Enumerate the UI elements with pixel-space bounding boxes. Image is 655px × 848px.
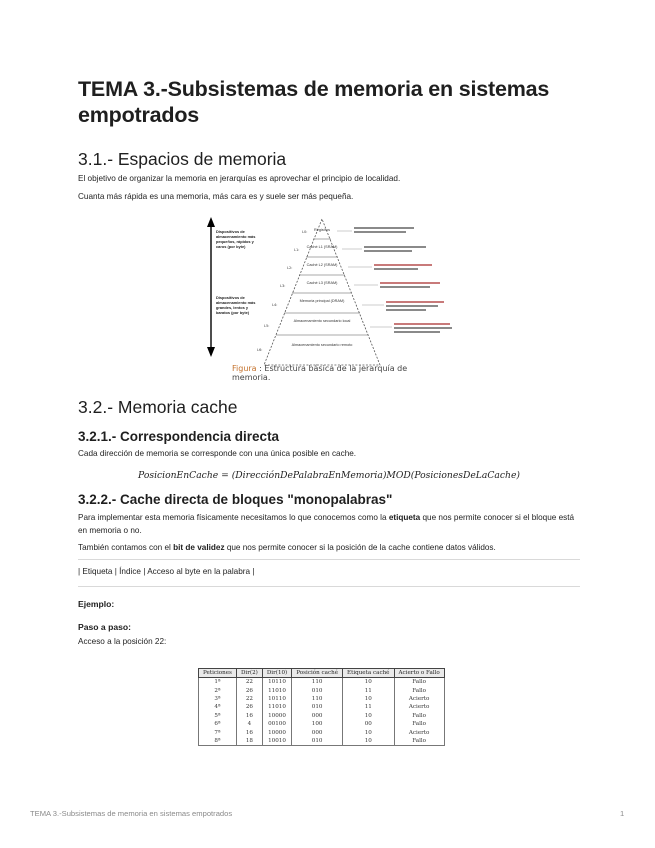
column-header: Dir(10) [262,669,291,678]
table-cell: 16 [236,712,262,720]
table-row [199,678,445,687]
table-cell: 4ª [199,703,237,711]
table-cell: 10 [343,728,395,736]
table-cell: 11010 [262,686,291,694]
address-fields: | Etiqueta | Índice | Acceso al byte en la palabra | [78,566,255,576]
paragraph: Cuanta más rápida es una memoria, más cara es y suele ser más pequeña. [78,191,354,201]
level-text-l4: Memoria principal (DRAM) [299,299,345,303]
table-cell: 16 [236,728,262,736]
table-cell: 7ª [199,728,237,736]
memory-hierarchy-figure [202,215,462,375]
table-cell: 4 [236,720,262,728]
table-cell: 18 [236,737,262,746]
level-label-l3: L3: [280,284,286,288]
left-annotation-top: Dispositivos de almacenamiento más pequeños, rápidos y caros (por byte) [216,229,256,249]
page-title: TEMA 3.-Subsistemas de memoria en sistemas empotrados [78,77,550,127]
table-cell: Acierto [394,695,444,703]
table-cell: 11010 [262,703,291,711]
document-content [78,76,580,203]
table-body [199,678,445,746]
table-cell: 10 [343,695,395,703]
table-cell: 2ª [199,686,237,694]
table-cell: 100 [292,720,343,728]
table-cell: 000 [292,712,343,720]
table-cell: 10110 [262,695,291,703]
table-cell: 6ª [199,720,237,728]
table-cell: Acierto [394,728,444,736]
column-header: Peticiones [199,669,237,678]
level-text-l0: Registros [313,228,331,232]
table-cell: 10010 [262,737,291,746]
formula: PosicionEnCache = (DirecciónDePalabraEnMemoria)MOD(PosicionesDeLaCache) [138,469,520,481]
table-cell: 10 [343,678,395,687]
table-cell: 11 [343,703,395,711]
paragraph-etiqueta: Para implementar esta memoria físicamente necesitamos lo que conocemos como la etiqueta que nos permite conocer si el bloque está en memoria o no. [78,513,575,535]
table-cell: 10 [343,737,395,746]
section-3-2 [78,396,580,649]
column-header: Etiqueta caché [343,669,395,678]
table-cell: Fallo [394,737,444,746]
level-text-l2: Caché L2 (SRAM) [306,263,338,267]
address-fields-block [78,559,580,588]
caption-label: Figura [232,364,257,373]
table-row [199,720,445,728]
table-cell: 00 [343,720,395,728]
table-cell: 10110 [262,678,291,687]
left-annotation-bottom: Dispositivos de almacenamiento más grandes, lentos y baratos (por byte) [216,295,256,315]
table-cell: Acierto [394,703,444,711]
level-label-l2: L2: [287,266,293,270]
table-row [199,737,445,746]
level-text-l6: Almacenamiento secundario remoto [291,343,353,347]
table-cell: 1ª [199,678,237,687]
table-cell: 26 [236,703,262,711]
table-cell: 10000 [262,728,291,736]
level-text-l3: Caché L3 (SRAM) [306,281,338,285]
table-cell: 22 [236,678,262,687]
table-cell: Fallo [394,720,444,728]
table-cell: 110 [292,695,343,703]
level-text-l1: Caché L1 (SRAM) [306,245,338,249]
table-cell: 000 [292,728,343,736]
table-cell: Fallo [394,678,444,687]
example-label: Ejemplo: [78,599,115,609]
level-label-l1: L1: [294,248,300,252]
table-cell: 22 [236,695,262,703]
cache-access-table [198,668,445,746]
table-cell: 10000 [262,712,291,720]
table-cell: 010 [292,737,343,746]
column-header: Dir(2) [236,669,262,678]
table-header-row [199,669,445,678]
table-cell: 5ª [199,712,237,720]
table-cell: 11 [343,686,395,694]
section-heading-3-2: 3.2.- Memoria cache [78,397,238,417]
paragraph: El objetivo de organizar la memoria en jerarquías es aprovechar el principio de localidad. [78,174,401,183]
column-header: Acierto o Fallo [394,669,444,678]
table-row [199,712,445,720]
table-cell: 26 [236,686,262,694]
subsection-heading-3-2-2: 3.2.2.- Cache directa de bloques "monopalabras" [78,492,393,507]
level-text-l5: Almacenamiento secundario local [293,319,351,323]
section-heading-3-1: 3.1.- Espacios de memoria [78,149,287,169]
footer-page-number: 1 [620,809,625,818]
figure-caption: Figura : Estructura básica de la jerarquía de memoria. [232,364,408,382]
table-cell: 10 [343,712,395,720]
table-cell: 010 [292,686,343,694]
table-row [199,686,445,694]
step-by-step-label: Paso a paso: [78,621,132,632]
table-row [199,703,445,711]
caption-text: Estructura básica de la jerarquía de memoria. [232,364,408,382]
access-label: Acceso a la posición 22: [78,637,167,646]
table-cell: Fallo [394,686,444,694]
table-row [199,695,445,703]
level-label-l0: L0: [302,230,308,234]
table-cell: 3ª [199,695,237,703]
table-cell: Fallo [394,712,444,720]
footer-title: TEMA 3.-Subsistemas de memoria en sistemas empotrados [30,809,233,818]
table-cell: 00100 [262,720,291,728]
paragraph-bit-validez: También contamos con el bit de validez que nos permite conocer si la posición de la cache contiene datos válidos. [78,543,496,552]
subsection-heading-3-2-1: 3.2.1.- Correspondencia directa [78,429,280,444]
column-header: Posición caché [292,669,343,678]
level-label-l5: L5: [264,324,270,328]
table-cell: 010 [292,703,343,711]
level-label-l6: L6: [257,348,263,352]
table-cell: 8ª [199,737,237,746]
level-label-l4: L4: [272,303,278,307]
table-cell: 110 [292,678,343,687]
paragraph: Cada dirección de memoria se corresponde con una única posible en cache. [78,449,357,458]
table-row [199,728,445,736]
